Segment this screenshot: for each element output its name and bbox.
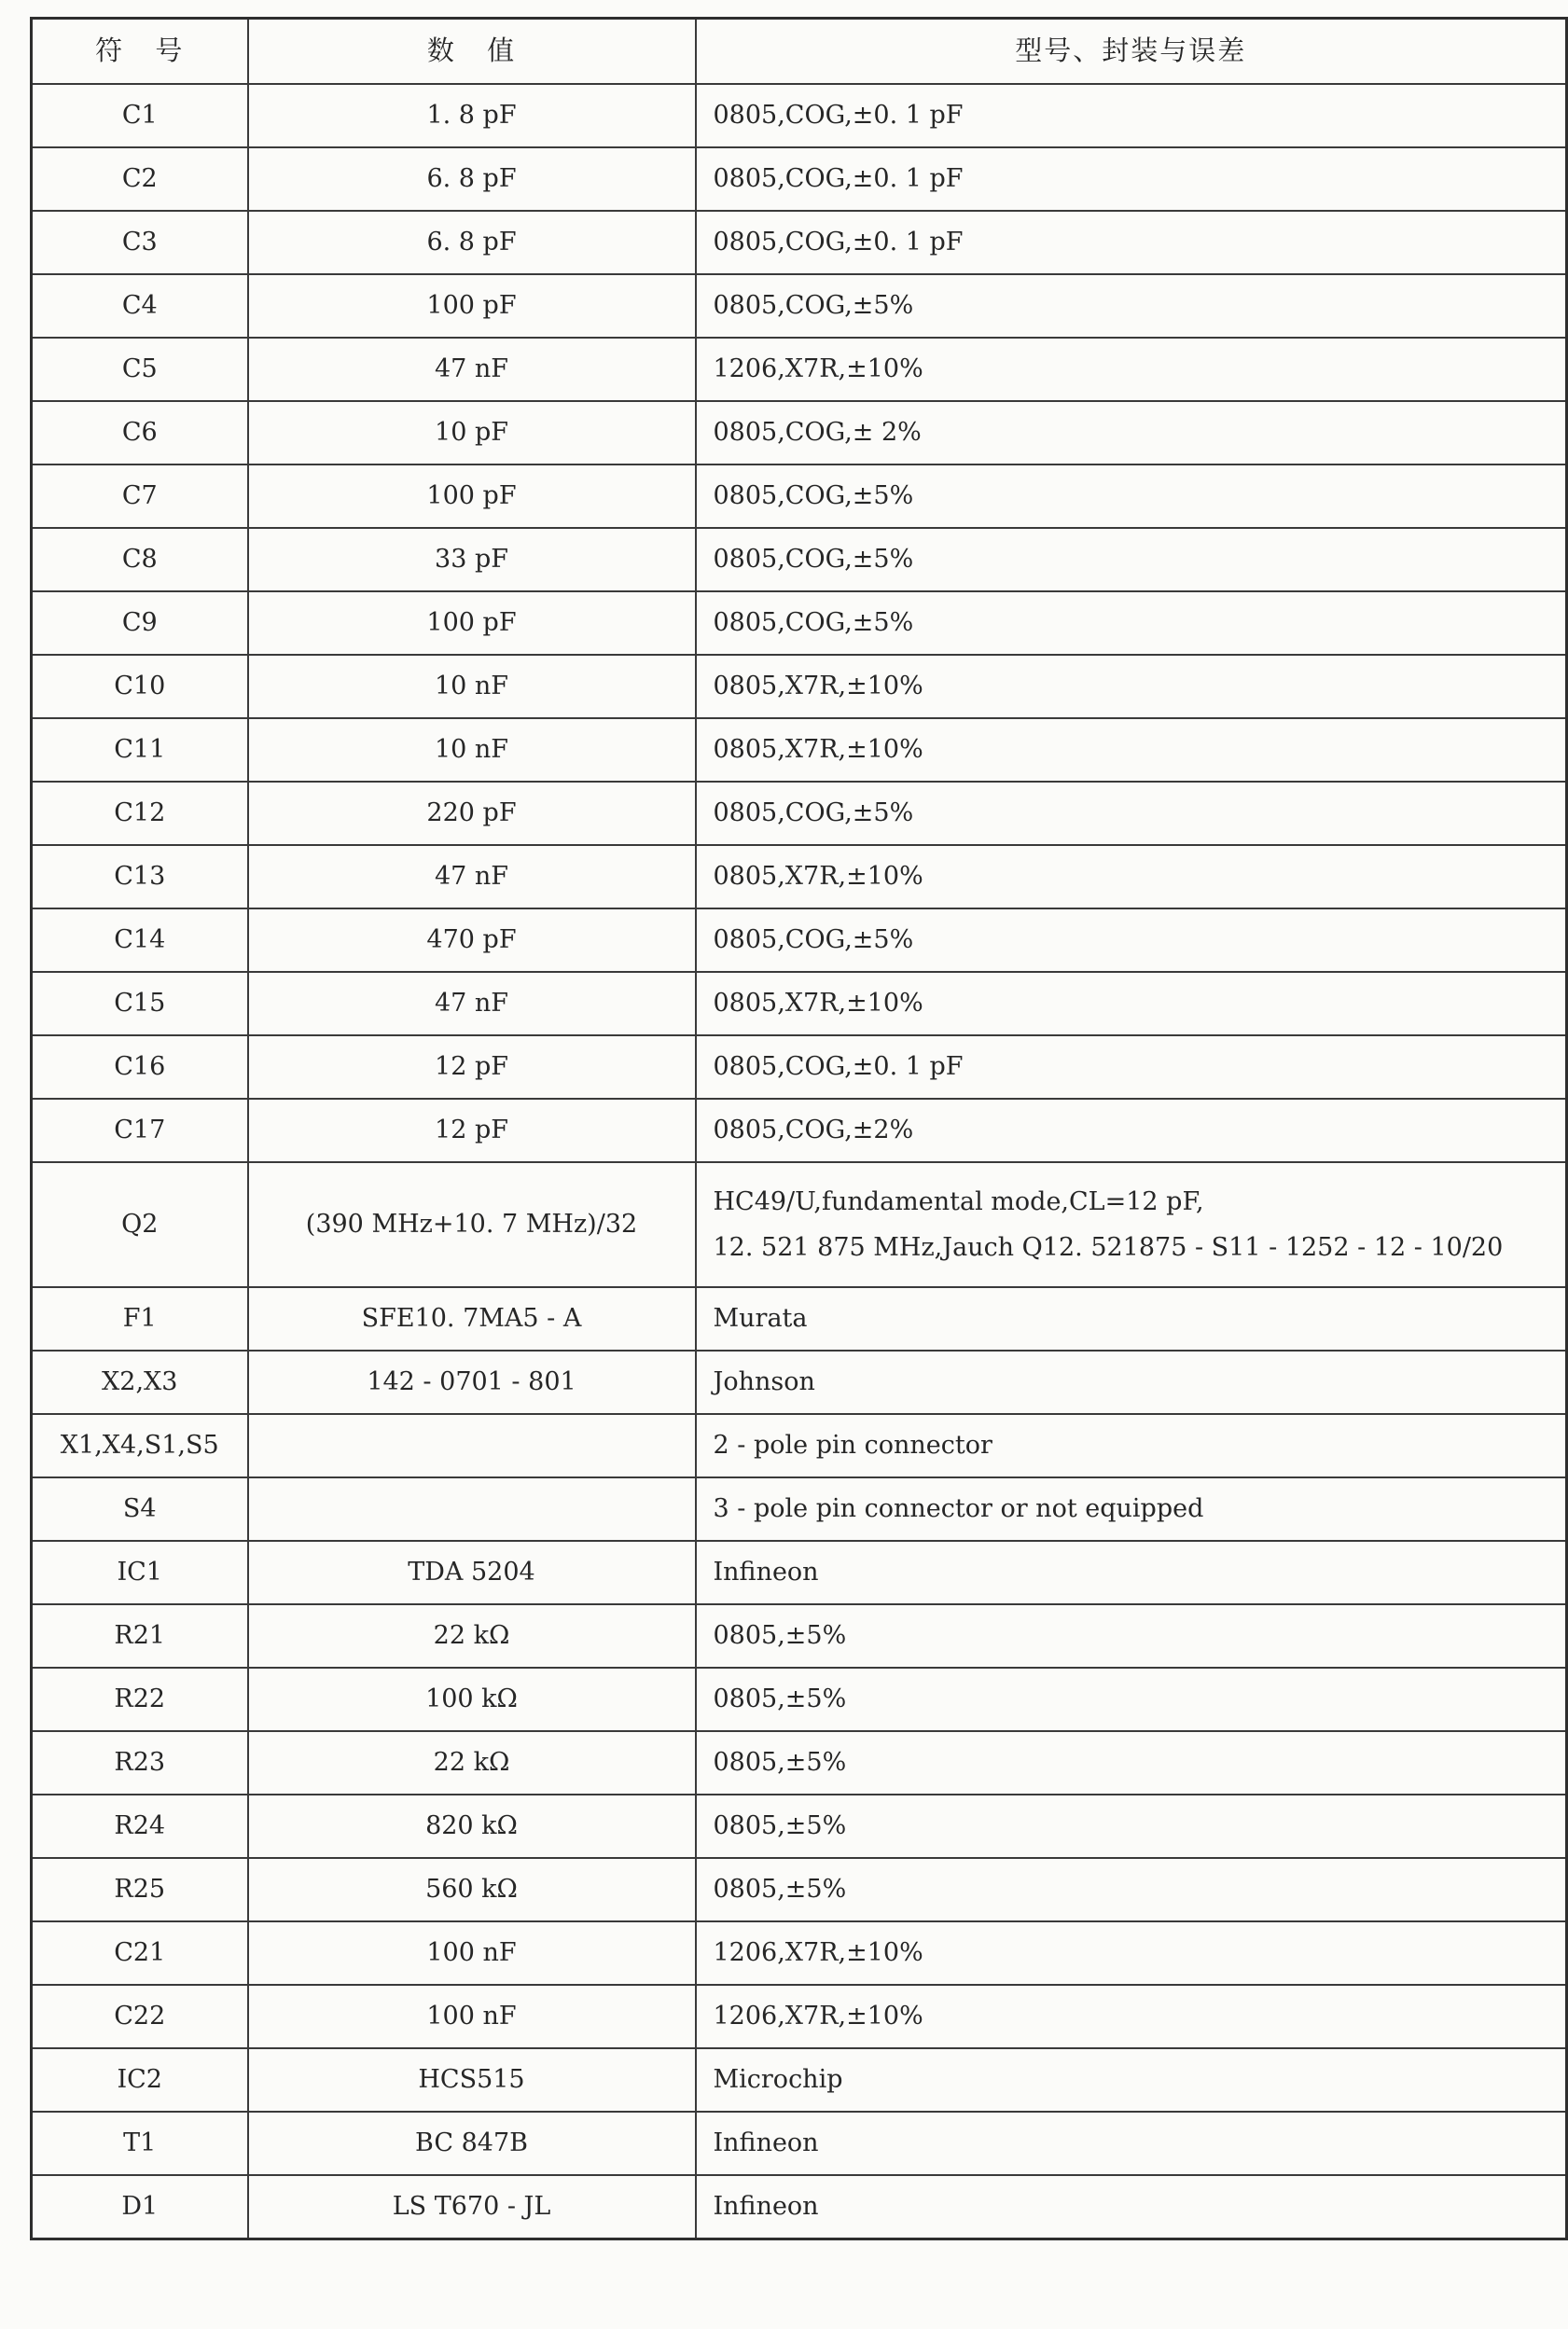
cell-spec	[696, 655, 1567, 718]
cell-value: 560 kΩ	[248, 1858, 696, 1921]
table-row	[32, 1731, 1567, 1795]
cell-spec	[696, 1921, 1567, 1985]
spec-line: 1206,X7R,±10%	[713, 1938, 923, 1968]
cell-spec	[696, 1162, 1567, 1287]
cell-value: 22 kΩ	[248, 1731, 696, 1795]
header-spec: 型号、封装与误差	[696, 19, 1567, 85]
cell-value: HCS515	[248, 2048, 696, 2112]
table-row	[32, 1477, 1567, 1541]
cell-spec	[696, 2048, 1567, 2112]
spec-line: 3 - pole pin connector or not equipped	[713, 1494, 1204, 1524]
spec-line: 0805,COG,±5%	[713, 481, 914, 511]
header-symbol: 符 号	[32, 19, 248, 85]
table-row	[32, 338, 1567, 401]
spec-line: 0805,±5%	[713, 1811, 847, 1841]
table-row	[32, 1099, 1567, 1162]
spec-line: 0805,COG,±0. 1 pF	[713, 101, 964, 131]
cell-symbol: C7	[32, 464, 248, 528]
table-row	[32, 1921, 1567, 1985]
table-row	[32, 845, 1567, 908]
cell-value	[248, 1477, 696, 1541]
cell-symbol: C13	[32, 845, 248, 908]
spec-line: 0805,COG,±0. 1 pF	[713, 164, 964, 194]
cell-value: 142 - 0701 - 801	[248, 1351, 696, 1414]
cell-spec	[696, 1858, 1567, 1921]
table-row	[32, 464, 1567, 528]
table-header	[32, 19, 1567, 85]
cell-spec	[696, 1985, 1567, 2048]
table-row	[32, 1414, 1567, 1477]
spec-line: HC49/U,fundamental mode,CL=12 pF,	[713, 1186, 1204, 1216]
cell-value: 33 pF	[248, 528, 696, 591]
cell-spec	[696, 1604, 1567, 1668]
cell-value: (390 MHz+10. 7 MHz)/32	[248, 1162, 696, 1287]
header-value: 数 值	[248, 19, 696, 85]
cell-symbol: D1	[32, 2175, 248, 2239]
cell-symbol: C2	[32, 147, 248, 211]
spec-line: 12. 521 875 MHz,Jauch Q12. 521875 - S11 - 1252 - 12 - 10/20	[713, 1233, 1504, 1262]
cell-symbol: S4	[32, 1477, 248, 1541]
spec-line: 0805,±5%	[713, 1684, 847, 1714]
spec-line: 0805,COG,± 2%	[713, 418, 922, 448]
cell-value: 12 pF	[248, 1035, 696, 1099]
cell-symbol: R22	[32, 1668, 248, 1731]
cell-spec	[696, 1035, 1567, 1099]
cell-spec	[696, 1287, 1567, 1351]
spec-line: 0805,X7R,±10%	[713, 862, 923, 892]
cell-value: 100 pF	[248, 464, 696, 528]
cell-symbol: C6	[32, 401, 248, 464]
cell-spec	[696, 908, 1567, 972]
cell-value: 10 nF	[248, 718, 696, 782]
cell-symbol: R25	[32, 1858, 248, 1921]
cell-value	[248, 1414, 696, 1477]
spec-line: 0805,COG,±0. 1 pF	[713, 228, 964, 257]
table-row	[32, 1795, 1567, 1858]
spec-line: 0805,X7R,±10%	[713, 989, 923, 1019]
spec-line: 0805,COG,±2%	[713, 1116, 914, 1145]
cell-value: LS T670 - JL	[248, 2175, 696, 2239]
spec-line: 0805,±5%	[713, 1621, 847, 1651]
table-row	[32, 1287, 1567, 1351]
cell-symbol: C10	[32, 655, 248, 718]
table-row	[32, 211, 1567, 274]
cell-symbol: F1	[32, 1287, 248, 1351]
cell-symbol: X2,X3	[32, 1351, 248, 1414]
cell-value: 47 nF	[248, 845, 696, 908]
cell-value: 10 nF	[248, 655, 696, 718]
spec-line: Johnson	[713, 1367, 815, 1397]
cell-symbol: C21	[32, 1921, 248, 1985]
cell-symbol: R21	[32, 1604, 248, 1668]
spec-line: Microchip	[713, 2065, 843, 2095]
cell-symbol: C12	[32, 782, 248, 845]
cell-value: 220 pF	[248, 782, 696, 845]
cell-spec	[696, 1795, 1567, 1858]
cell-symbol: C22	[32, 1985, 248, 2048]
table-row	[32, 528, 1567, 591]
table-row	[32, 972, 1567, 1035]
cell-value: 47 nF	[248, 972, 696, 1035]
cell-symbol: C8	[32, 528, 248, 591]
spec-line: 0805,X7R,±10%	[713, 735, 923, 765]
cell-spec	[696, 1477, 1567, 1541]
spec-line: 0805,±5%	[713, 1875, 847, 1905]
cell-spec	[696, 464, 1567, 528]
cell-symbol: C15	[32, 972, 248, 1035]
spec-line: 1206,X7R,±10%	[713, 354, 923, 384]
spec-line: 0805,X7R,±10%	[713, 672, 923, 701]
cell-spec	[696, 1414, 1567, 1477]
cell-symbol: R23	[32, 1731, 248, 1795]
cell-value: 100 nF	[248, 1985, 696, 2048]
cell-value: 6. 8 pF	[248, 211, 696, 274]
cell-symbol: R24	[32, 1795, 248, 1858]
spec-line: 0805,COG,±5%	[713, 608, 914, 638]
cell-value: 820 kΩ	[248, 1795, 696, 1858]
table-row	[32, 2112, 1567, 2175]
cell-value: 1. 8 pF	[248, 84, 696, 147]
cell-value: 12 pF	[248, 1099, 696, 1162]
cell-spec	[696, 591, 1567, 655]
cell-spec	[696, 147, 1567, 211]
cell-spec	[696, 211, 1567, 274]
spec-line: Infineon	[713, 2128, 819, 2158]
table-row	[32, 401, 1567, 464]
cell-spec	[696, 84, 1567, 147]
table-row	[32, 718, 1567, 782]
cell-spec	[696, 528, 1567, 591]
table-row	[32, 1541, 1567, 1604]
table-row	[32, 147, 1567, 211]
cell-value: TDA 5204	[248, 1541, 696, 1604]
cell-value: 100 pF	[248, 274, 696, 338]
cell-value: 100 nF	[248, 1921, 696, 1985]
cell-value: 470 pF	[248, 908, 696, 972]
cell-value: 6. 8 pF	[248, 147, 696, 211]
spec-line: 0805,COG,±0. 1 pF	[713, 1052, 964, 1082]
cell-spec	[696, 782, 1567, 845]
cell-spec	[696, 1541, 1567, 1604]
cell-symbol: C16	[32, 1035, 248, 1099]
cell-value: 100 pF	[248, 591, 696, 655]
table-body	[32, 84, 1567, 2239]
cell-symbol: C14	[32, 908, 248, 972]
spec-line: 0805,COG,±5%	[713, 798, 914, 828]
table-row	[32, 2175, 1567, 2239]
table-row	[32, 655, 1567, 718]
cell-symbol: C5	[32, 338, 248, 401]
spec-line: Infineon	[713, 1558, 819, 1587]
table-row	[32, 2048, 1567, 2112]
cell-symbol: IC2	[32, 2048, 248, 2112]
table-row	[32, 591, 1567, 655]
table-row	[32, 1604, 1567, 1668]
cell-symbol: C1	[32, 84, 248, 147]
cell-spec	[696, 1731, 1567, 1795]
cell-symbol: Q2	[32, 1162, 248, 1287]
cell-spec	[696, 1099, 1567, 1162]
spec-line: 0805,COG,±5%	[713, 925, 914, 955]
cell-spec	[696, 845, 1567, 908]
cell-spec	[696, 401, 1567, 464]
table-row	[32, 1162, 1567, 1287]
cell-spec	[696, 2175, 1567, 2239]
cell-spec	[696, 718, 1567, 782]
cell-spec	[696, 2112, 1567, 2175]
cell-spec	[696, 972, 1567, 1035]
cell-spec	[696, 1351, 1567, 1414]
table-row	[32, 274, 1567, 338]
cell-value: 47 nF	[248, 338, 696, 401]
spec-line: Infineon	[713, 2192, 819, 2222]
cell-spec	[696, 274, 1567, 338]
cell-spec	[696, 1668, 1567, 1731]
table-row	[32, 84, 1567, 147]
table-row	[32, 1858, 1567, 1921]
spec-line: 0805,COG,±5%	[713, 291, 914, 321]
spec-line: Murata	[713, 1304, 808, 1334]
cell-symbol: C11	[32, 718, 248, 782]
table-row	[32, 782, 1567, 845]
component-table	[30, 17, 1568, 2240]
table-row	[32, 1035, 1567, 1099]
cell-symbol: C9	[32, 591, 248, 655]
cell-symbol: IC1	[32, 1541, 248, 1604]
cell-symbol: C17	[32, 1099, 248, 1162]
cell-symbol: C4	[32, 274, 248, 338]
cell-symbol: X1,X4,S1,S5	[32, 1414, 248, 1477]
header-row	[32, 19, 1567, 85]
table-row	[32, 1668, 1567, 1731]
cell-value: 10 pF	[248, 401, 696, 464]
table-row	[32, 908, 1567, 972]
spec-line: 0805,COG,±5%	[713, 545, 914, 575]
table-row	[32, 1985, 1567, 2048]
cell-symbol: C3	[32, 211, 248, 274]
cell-value: BC 847B	[248, 2112, 696, 2175]
spec-line: 2 - pole pin connector	[713, 1431, 992, 1461]
spec-line: 0805,±5%	[713, 1748, 847, 1778]
cell-value: SFE10. 7MA5 - A	[248, 1287, 696, 1351]
cell-value: 100 kΩ	[248, 1668, 696, 1731]
table-row	[32, 1351, 1567, 1414]
cell-spec	[696, 338, 1567, 401]
cell-value: 22 kΩ	[248, 1604, 696, 1668]
spec-line: 1206,X7R,±10%	[713, 2002, 923, 2031]
cell-symbol: T1	[32, 2112, 248, 2175]
